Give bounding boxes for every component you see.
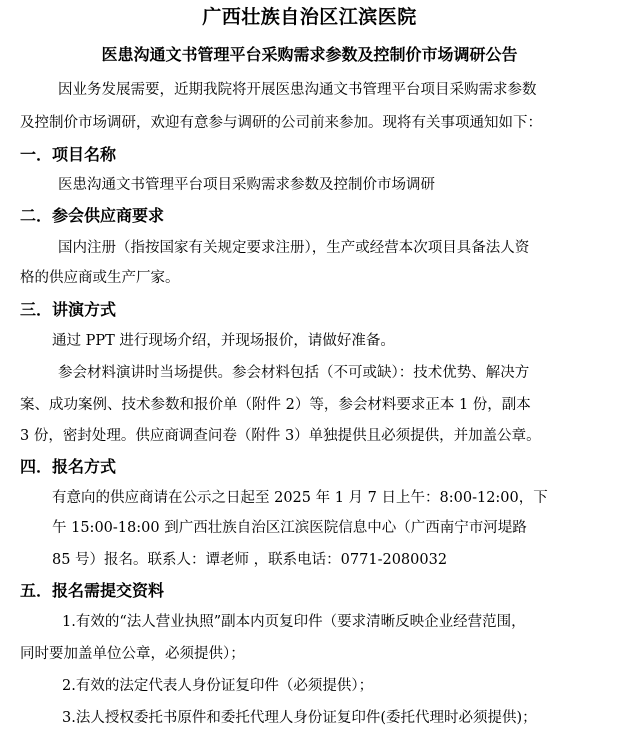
section-line: 格的供应商或生产厂家。 <box>20 270 180 286</box>
section-line: 参会材料演讲时当场提供。参会材料包括（不可或缺）：技术优势、解决方 <box>58 365 530 381</box>
section-heading: 二．参会供应商要求 <box>20 206 165 225</box>
section-line: 1.有效的“法人营业执照”副本内页复印件（要求清晰反映企业经营范围， <box>62 614 526 630</box>
section-line: 案、成功案例、技术参数和报价单（附件 2）等，参会材料要求正本 1 份，副本 <box>20 397 531 413</box>
intro-line: 因业务发展需要，近期我院将开展医患沟通文书管理平台项目采购需求参数 <box>58 82 537 98</box>
section-line: 有意向的供应商请在公示之日起至 2025 年 1 月 7 日上午：8:00-12:00，下 <box>52 490 548 506</box>
section-line: 3 份，密封处理。供应商调查问卷（附件 3）单独提供且必须提供，并加盖公章。 <box>20 428 541 444</box>
document-title: 广西壮族自治区江滨医院 <box>202 6 417 28</box>
section-heading: 一．项目名称 <box>20 145 117 164</box>
section-line: 医患沟通文书管理平台项目采购需求参数及控制价市场调研 <box>58 177 435 193</box>
section-line: 85 号）报名。联系人：谭老师 ，联系电话：0771-2080032 <box>52 552 448 568</box>
document-subtitle: 医患沟通文书管理平台采购需求参数及控制价市场调研公告 <box>101 45 518 64</box>
intro-line: 及控制价市场调研，欢迎有意参与调研的公司前来参加。现将有关事项通知如下： <box>20 115 542 131</box>
section-line: 3.法人授权委托书原件和委托代理人身份证复印件(委托代理时必须提供)； <box>62 710 537 726</box>
section-line: 国内注册（指按国家有关规定要求注册），生产或经营本次项目具备法人资 <box>58 240 530 256</box>
section-line: 2.有效的法定代表人身份证复印件（必须提供）； <box>62 678 374 694</box>
section-line: 通过 PPT 进行现场介绍，并现场报价，请做好准备。 <box>52 333 395 349</box>
section-heading: 五．报名需提交资料 <box>20 581 165 600</box>
section-heading: 四．报名方式 <box>20 457 117 476</box>
section-line: 午 15:00-18:00 到广西壮族自治区江滨医院信息中心（广西南宁市河堤路 <box>52 520 527 536</box>
section-heading: 三．讲演方式 <box>20 300 117 319</box>
section-line: 同时要加盖单位公章，必须提供）； <box>20 646 245 662</box>
